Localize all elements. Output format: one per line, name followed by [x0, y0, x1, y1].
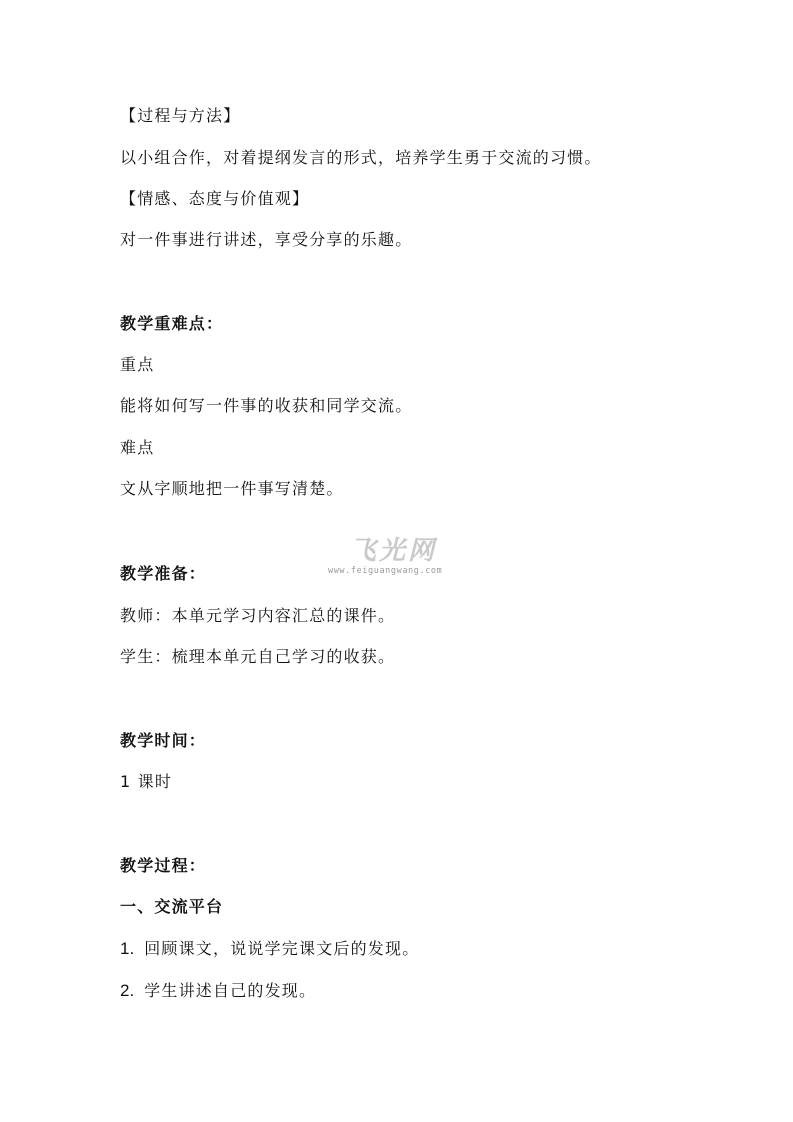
watermark-url: www.feiguangwang.com — [328, 566, 443, 576]
key-point-label: 重点 — [120, 355, 155, 374]
process-method-text: 以小组合作，对着提纲发言的形式，培养学生勇于交流的习惯。 — [120, 148, 602, 167]
list-item — [120, 939, 419, 959]
watermark-logo: 飞光网 — [350, 536, 438, 566]
student-preparation: 学生：梳理本单元自己学习的收获。 — [120, 647, 396, 666]
preparation-heading: 教学准备： — [120, 564, 207, 583]
section-exchange-platform: 一、交流平台 — [120, 897, 224, 916]
list-item — [120, 981, 316, 1001]
emotion-attitude-text: 对一件事进行讲述，享受分享的乐趣。 — [120, 230, 413, 249]
difficulty-text: 文从字顺地把一件事写清楚。 — [120, 479, 344, 498]
list-item-text: 学生讲述自己的发现。 — [144, 981, 317, 1000]
process-steps-heading: 教学过程： — [120, 856, 207, 875]
list-item-number: 1. — [120, 939, 135, 958]
time-heading: 教学时间： — [120, 731, 207, 750]
emotion-attitude-heading: 【情感、态度与价值观】 — [120, 189, 310, 208]
difficulty-label: 难点 — [120, 438, 155, 457]
key-point-text: 能将如何写一件事的收获和同学交流。 — [120, 396, 413, 415]
time-value: 1 课时 — [120, 772, 173, 791]
teacher-preparation: 教师：本单元学习内容汇总的课件。 — [120, 606, 396, 625]
list-item-number: 2. — [120, 981, 135, 1000]
process-method-heading: 【过程与方法】 — [120, 106, 241, 125]
list-item-text: 回顾课文，说说学完课文后的发现。 — [144, 939, 420, 958]
key-points-heading: 教学重难点： — [120, 314, 224, 333]
watermark — [322, 530, 462, 590]
